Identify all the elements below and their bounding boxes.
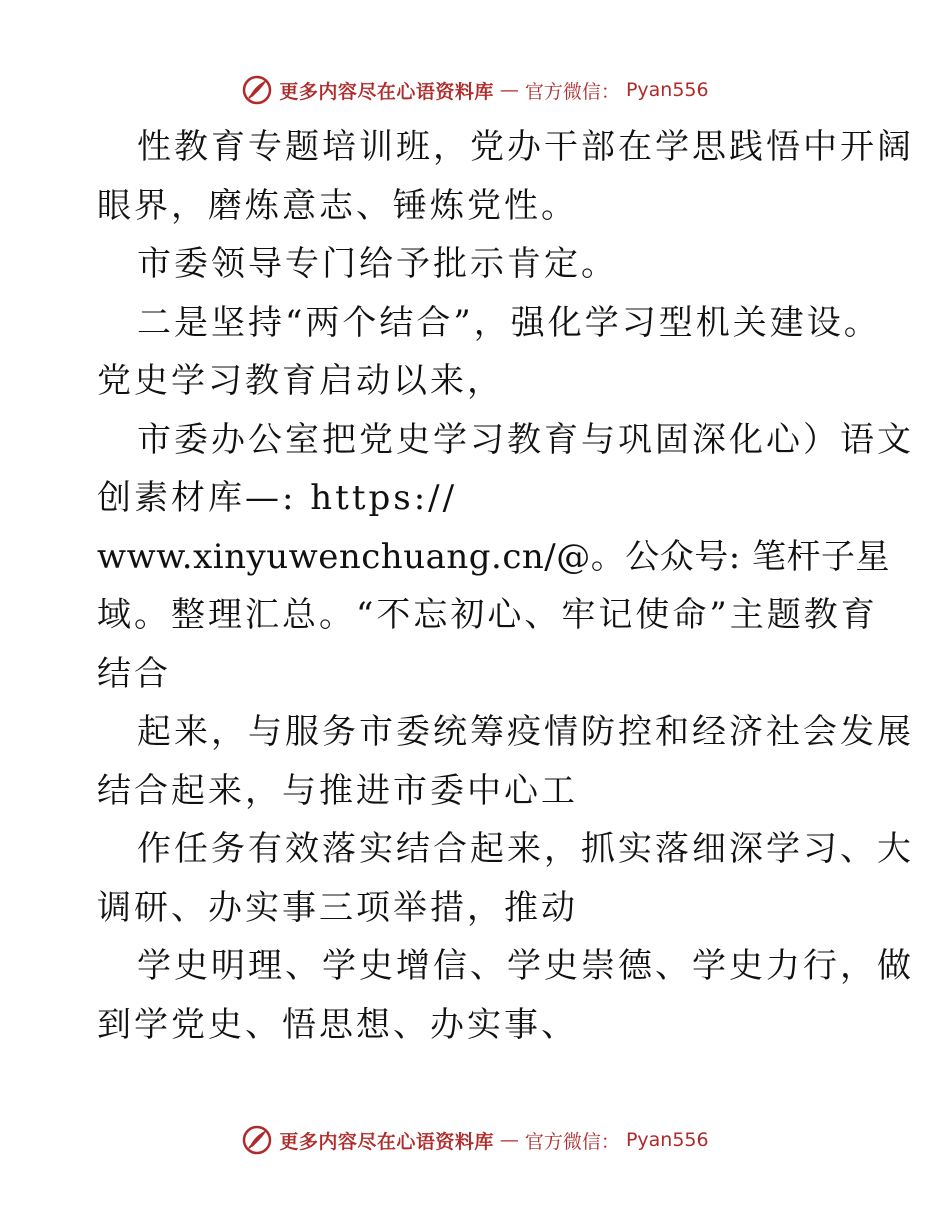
- watermark-wechat-label: 官方微信：: [524, 80, 620, 103]
- watermark-wechat-id: Pyan556: [625, 1129, 709, 1151]
- watermark-wechat-label: 官方微信：: [524, 1130, 620, 1153]
- header-watermark: [0, 70, 950, 110]
- watermark-banner: [241, 1124, 708, 1156]
- watermark-main-text: 更多内容尽在心语资料库: [279, 80, 494, 103]
- document-body: [97, 118, 914, 1054]
- body-line: 市委办公室把党史学习教育与巩固深化心）语文: [137, 419, 914, 460]
- body-line: 党史学习教育启动以来，: [97, 361, 504, 401]
- body-line: 眼界，磨炼意志、锤炼党性。: [97, 185, 578, 226]
- body-line: 结合: [97, 653, 171, 694]
- watermark-wechat-id: Pyan556: [625, 79, 709, 101]
- body-line: 结合起来，与推进市委中心工: [97, 770, 578, 811]
- feather-logo-icon: [241, 74, 273, 106]
- body-line: 到学党史、悟思想、办实事、: [97, 1004, 578, 1045]
- body-line: 作任务有效落实结合起来，抓实落细深学习、大: [137, 829, 914, 869]
- body-line: 域。整理汇总。“不忘初心、牢记使命”主题教育: [97, 595, 878, 635]
- body-line: 性教育专题培训班，党办干部在学思践悟中开阔: [137, 127, 914, 167]
- watermark-banner: [241, 74, 708, 106]
- body-line: www.xinyuwenchuang.cn/@。公众号: 笔杆子星: [97, 536, 890, 577]
- body-line: 二是坚持“两个结合”，强化学习型机关建设。: [137, 302, 881, 343]
- feather-logo-icon: [241, 1124, 273, 1156]
- footer-watermark: [0, 1120, 950, 1160]
- body-line: 起来，与服务市委统筹疫情防控和经济社会发展: [137, 712, 914, 752]
- body-line: 市委领导专门给予批示肯定。: [137, 244, 618, 284]
- body-line: 调研、办实事三项举措，推动: [97, 887, 578, 928]
- body-line: 学史明理、学史增信、学史崇德、学史力行，做: [137, 946, 914, 986]
- watermark-dash: —: [499, 79, 519, 101]
- body-line: 创素材库—: https://: [97, 478, 458, 518]
- watermark-main-text: 更多内容尽在心语资料库: [279, 1130, 494, 1153]
- watermark-dash: —: [499, 1129, 519, 1151]
